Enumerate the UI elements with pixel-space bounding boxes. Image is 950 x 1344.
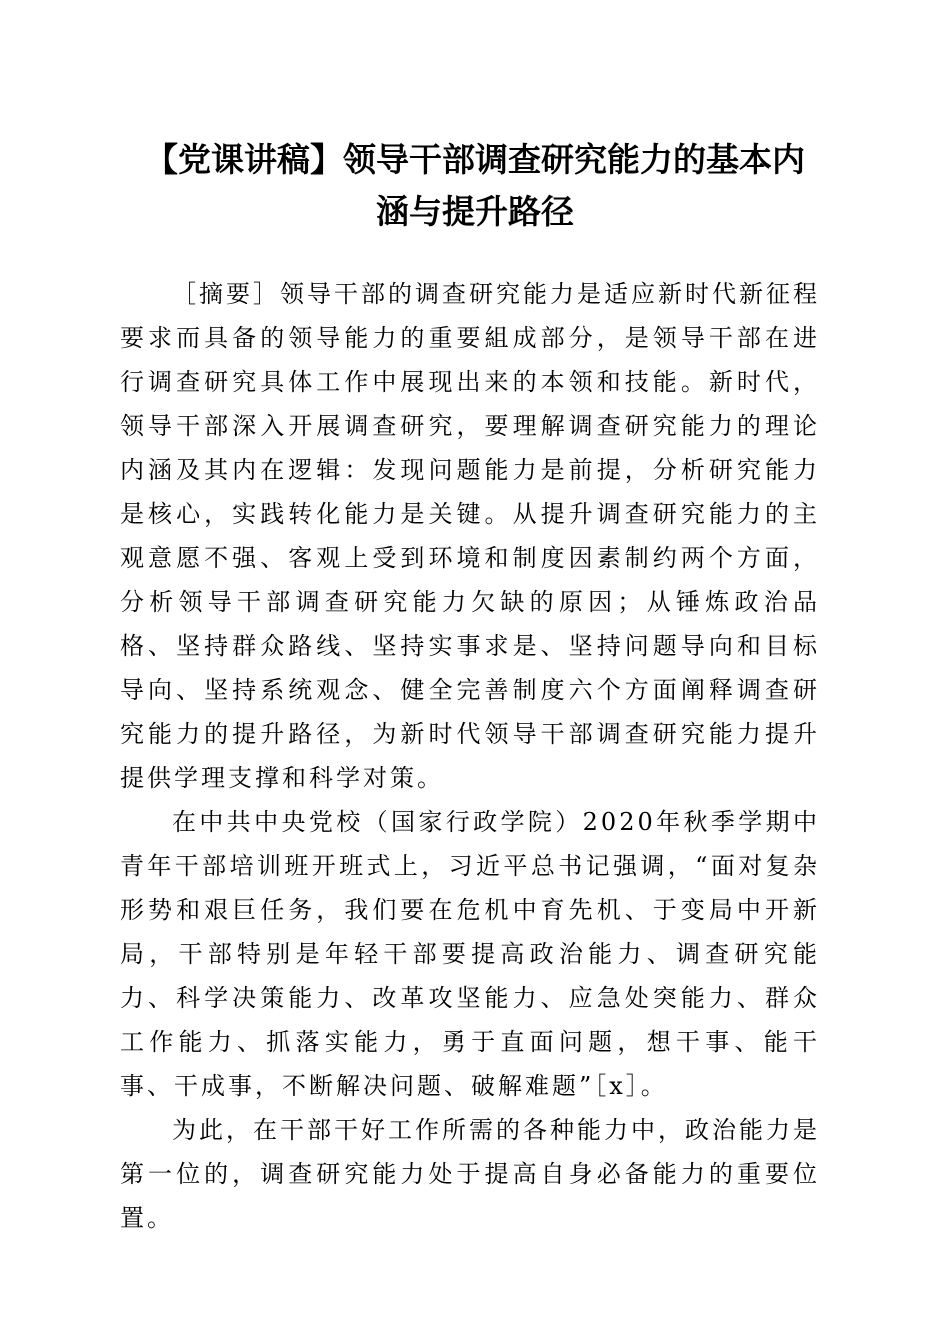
body-paragraph: 为此，在干部干好工作所需的各种能力中，政治能力是第一位的，调查研究能力处于提高自身必备能力的重要位置。 <box>120 1116 820 1232</box>
title-line-2: 涵与提升路径 <box>376 192 574 231</box>
document-body <box>120 272 820 1240</box>
abstract-paragraph: ［摘要］领导干部的调查研究能力是适应新时代新征程要求而具备的领导能力的重要組成部分，是领导干部在进行调查研究具体工作中展现出来的本领和技能。新时代，领导干部深入开展调查研究，要理解调查研究能力的理论内涵及其内在逻辑：发现问题能力是前提，分析研究能力是核心，实践转化能力是关键。从提升调查研究能力的主观意愿不强、客观上受到环境和制度因素制约两个方面，分析领导干部调查研究能力欠缺的原因；从锤炼政治品格、坚持群众路线、坚持实事求是、坚持问题导向和目标导向、坚持系统观念、健全完善制度六个方面阐释调查研究能力的提升路径，为新时代领导干部调查研究能力提升提供学理支撑和科学对策。 <box>120 280 820 792</box>
title-line-1: 【党课讲稿】领导干部调查研究能力的基本内 <box>145 140 805 179</box>
body-paragraph: 在中共中央党校（国家行政学院）2020年秋季学期中青年干部培训班开班式上，习近平总书记强调，“面对复杂形势和艰巨任务，我们要在危机中育先机、于变局中开新局，干部特别是年轻干部要提高政治能力、调查研究能力、科学决策能力、改革攻坚能力、应急处突能力、群众工作能力、抓落实能力，勇于直面问题，想干事、能干事、干成事，不断解决问题、破解难题”［x］。 <box>120 808 820 1100</box>
document-title <box>110 134 840 238</box>
